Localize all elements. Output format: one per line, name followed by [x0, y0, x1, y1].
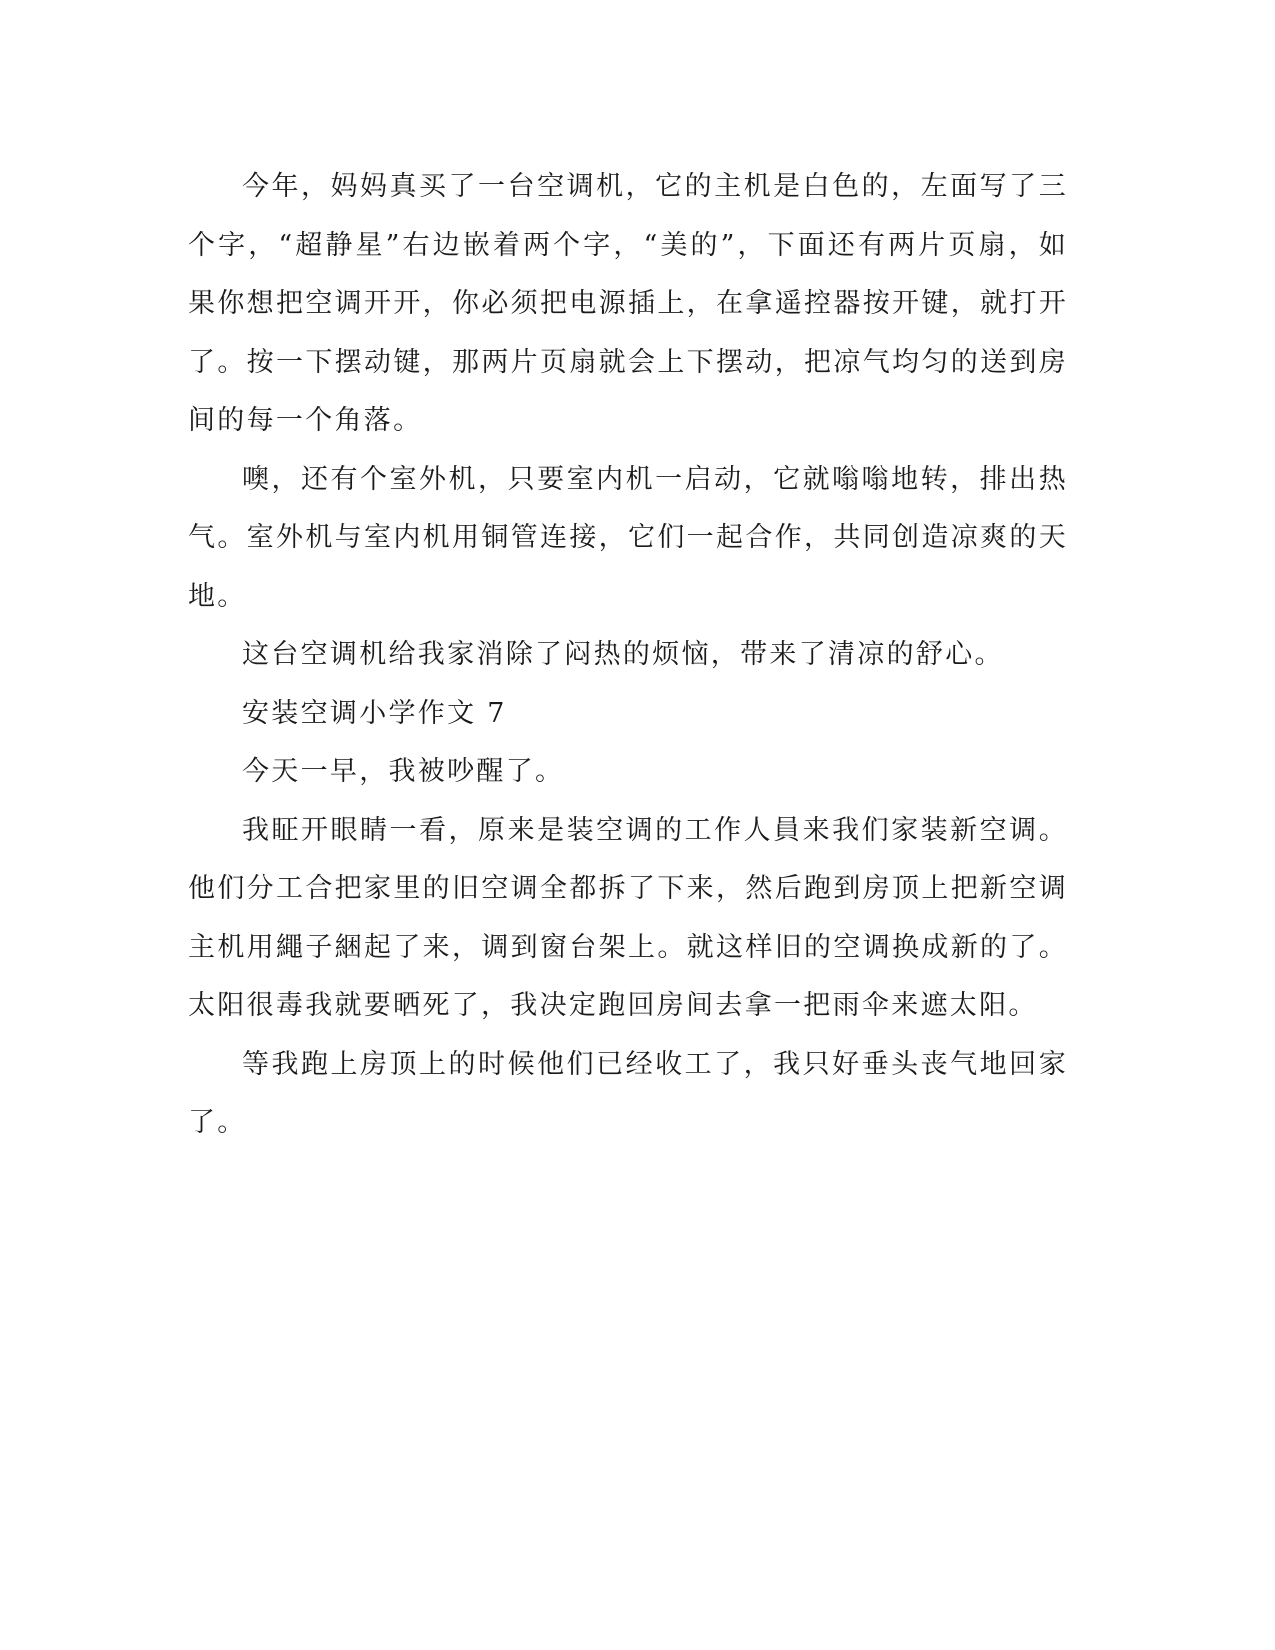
paragraph-4: 今天一早，我被吵醒了。 — [242, 756, 565, 787]
paragraph-1: 今年，妈妈真买了一台空调机，它的主机是白色的，左面写了三个字，“超静星”右边嵌着两个字，“美的”，下面还有两片页扇，如果你想把空调开开，你必须把电源插上，在拿遥控器按开键，就打开了。按一下摆动键，那两片页扇就会上下摆动，把凉气均匀的送到房间的每一个角落。 — [188, 171, 1068, 436]
document-body — [188, 158, 1068, 1153]
paragraph-3: 这台空调机给我家消除了闷热的烦恼，带来了清凉的舒心。 — [242, 639, 1004, 670]
paragraph-5: 我眐开眼睛一看，原来是装空调的工作人員来我们家装新空调。他们分工合把家里的旧空调全都拆了下来，然后跑到房顶上把新空调主机用繩子綑起了来，调到窗台架上。就这样旧的空调换成新的了。太阳很毒我就要晒死了，我决定跑回房间去拿一把雨伞来遮太阳。 — [188, 814, 1068, 1021]
paragraph-6: 等我跑上房顶上的时候他们已经收工了，我只好垂头丧气地回家了。 — [188, 1048, 1068, 1138]
paragraph-2: 噢，还有个室外机，只要室内机一启动，它就嗡嗡地转，排出热气。室外机与室内机用铜管连接，它们一起合作，共同创造凉爽的天地。 — [188, 463, 1068, 612]
section-title: 安装空调小学作文 7 — [242, 697, 507, 729]
